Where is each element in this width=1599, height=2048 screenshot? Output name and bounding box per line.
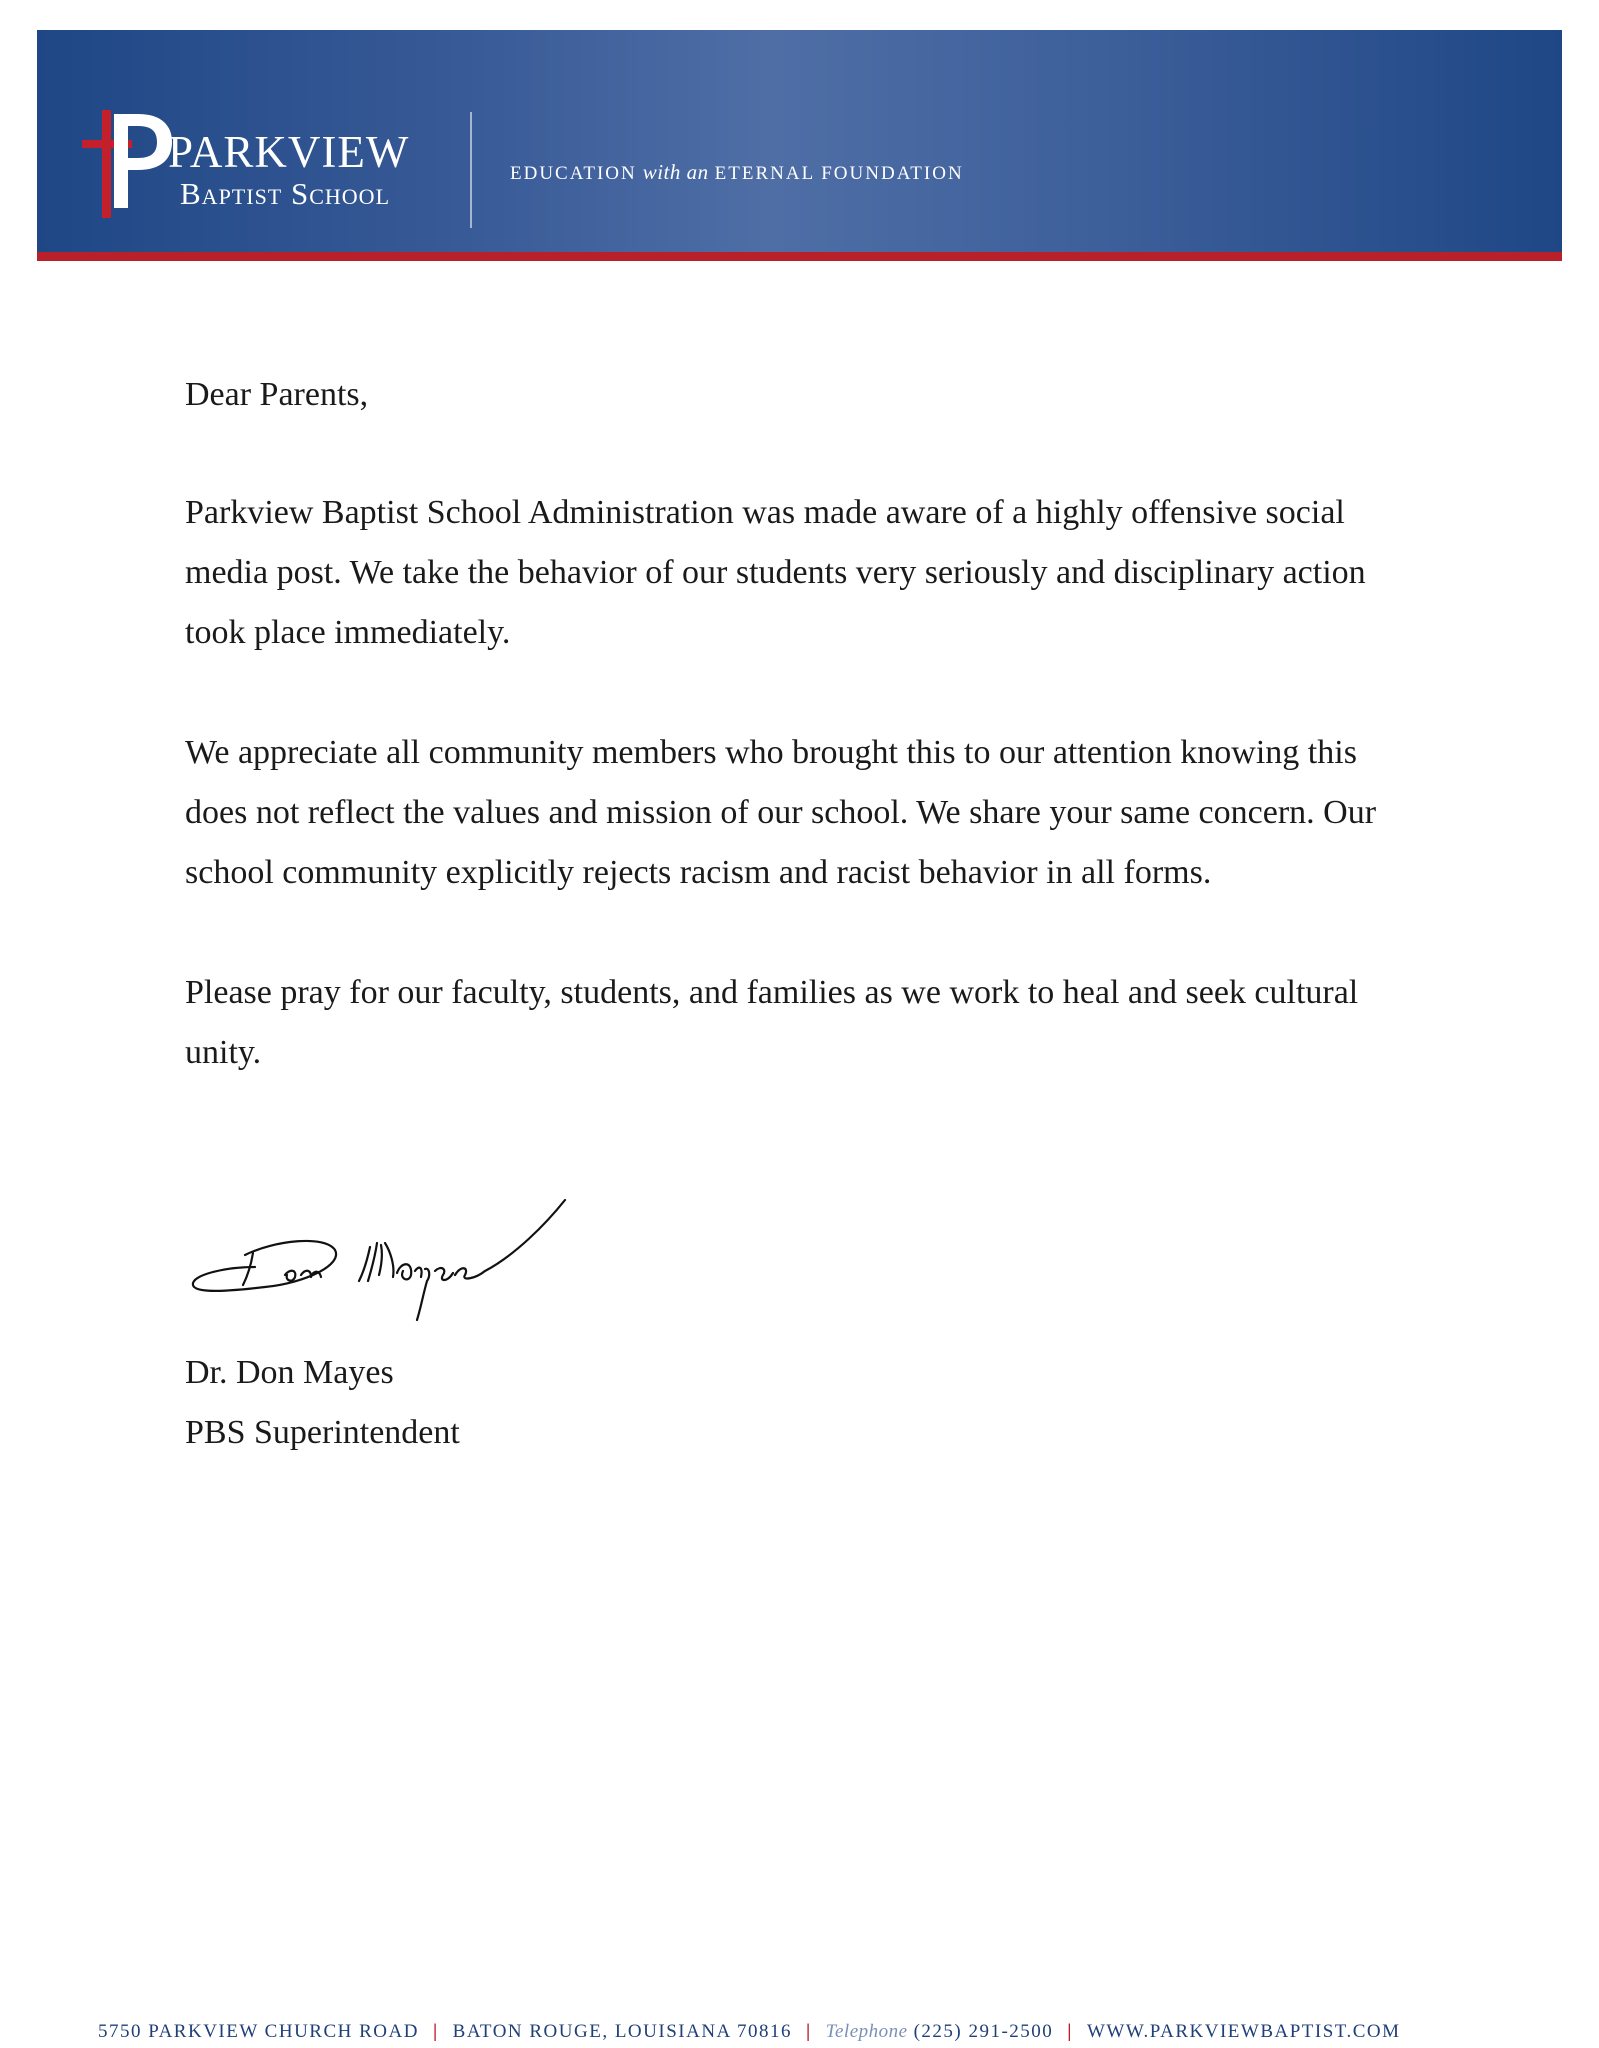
signer-title: PBS Superintendent <box>185 1414 460 1451</box>
footer-city: BATON ROUGE, LOUISIANA 70816 <box>452 2021 792 2042</box>
school-tagline <box>510 162 964 183</box>
tagline-part1: EDUCATION <box>510 163 637 184</box>
footer-address: 5750 PARKVIEW CHURCH ROAD <box>98 2021 419 2042</box>
letter-paragraph: Parkview Baptist School Administration was made aware of a highly offensive social media post. We take the behavior of our students very seriously and disciplinary action took place immediately. <box>185 494 1366 651</box>
logo-school-name: PARKVIEW <box>168 127 410 177</box>
footer-separator: | <box>805 2021 812 2042</box>
letter-body <box>185 365 1425 1143</box>
letter-greeting: Dear Parents, <box>185 376 369 413</box>
letterhead-footer <box>98 2022 1518 2041</box>
handwritten-signature <box>185 1195 585 1325</box>
school-logo-icon <box>80 108 175 220</box>
footer-phone: (225) 291-2500 <box>913 2021 1054 2042</box>
tagline-part2: ETERNAL FOUNDATION <box>714 163 964 184</box>
letter-paragraph: Please pray for our faculty, students, and families as we work to heal and seek cultural unity. <box>185 974 1359 1071</box>
footer-separator: | <box>1067 2021 1073 2042</box>
footer-phone-label: Telephone <box>825 2021 908 2042</box>
footer-website-link[interactable]: WWW.PARKVIEWBAPTIST.COM <box>1086 2021 1401 2042</box>
footer-separator: | <box>432 2021 439 2042</box>
header-divider <box>470 112 472 228</box>
header-red-stripe <box>37 252 1562 261</box>
logo-school-subname: Baptist School <box>180 176 391 211</box>
signer-name: Dr. Don Mayes <box>185 1354 394 1391</box>
letter-paragraph: We appreciate all community members who brought this to our attention knowing this does not reflect the values and mission of our school. We share your same concern. Our school community explicitly rejects racism and racist behavior in all forms. <box>185 734 1377 891</box>
tagline-italic: with an <box>642 160 709 184</box>
